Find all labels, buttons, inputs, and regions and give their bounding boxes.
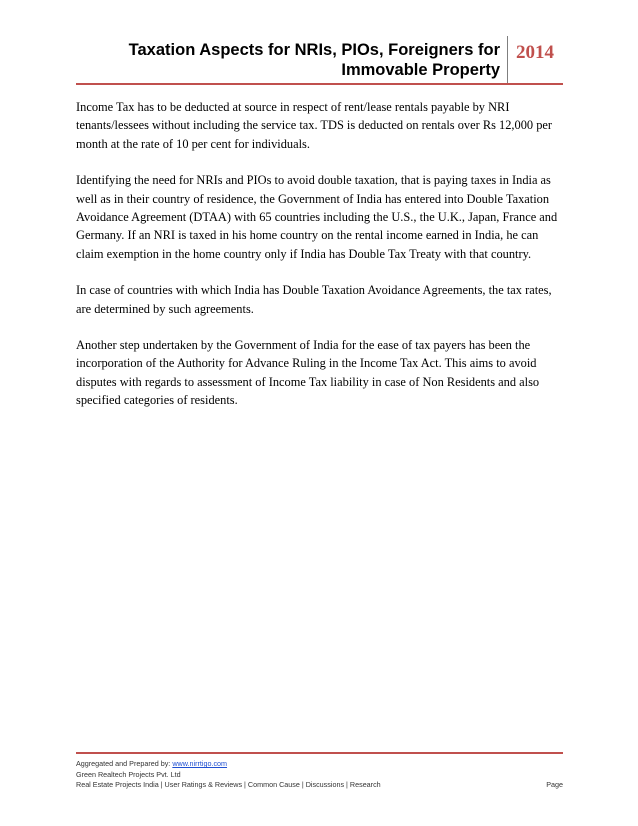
document-body	[76, 98, 566, 428]
page-footer	[76, 752, 563, 791]
header-year: 2014	[516, 42, 554, 63]
paragraph-tds: Income Tax has to be deducted at source in respect of rent/lease rentals payable by NRI tenants/lessees without including the service tax. TDS is deducted on rentals over Rs 12,000 per month at the rate of 10 per cent for individuals.	[76, 100, 553, 151]
footer-page-label: Page	[546, 780, 563, 789]
footer-prepared-by	[76, 759, 563, 770]
footer-website-link[interactable]: www.nirrtigo.com	[172, 759, 228, 768]
paragraph-advance-ruling: Another step undertaken by the Government of India for the ease of tax payers has been the incorporation of the Authority for Advance Ruling in the Income Tax Act. This aims to avoid disputes with regards to assessment of Income Tax liability in case of Non Residents and also specified categories of residents.	[76, 338, 540, 408]
footer-tagline: Real Estate Projects India | User Ratings & Reviews | Common Cause | Discussions | Research	[76, 780, 381, 789]
header-divider	[507, 36, 508, 83]
header-title	[76, 40, 500, 80]
paragraph-dtaa: Identifying the need for NRIs and PIOs to avoid double taxation, that is paying taxes in India as well as in their country of residence, the Government of India has entered into Double Taxation Avoidance Agreement (DTAA) with 65 countries including the U.S., the U.K., Japan, France and Germany. If an NRI is taxed in his home country on the rental income earned in India, he can claim exemption in the home country only if India has Double Tax Treaty with that country.	[76, 173, 558, 261]
header-title-line1: Taxation Aspects for NRIs, PIOs, Foreigners for	[128, 41, 500, 59]
footer-company: Green Realtech Projects Pvt. Ltd	[76, 769, 181, 779]
footer-prepared-label: Aggregated and Prepared by:	[76, 759, 173, 768]
paragraph-tax-rates: In case of countries with which India has Double Taxation Avoidance Agreements, the tax rates, are determined by such agreements.	[76, 283, 552, 316]
footer-tagline-row	[76, 780, 563, 791]
page-header	[76, 36, 563, 85]
header-title-line2: Immovable Property	[341, 61, 500, 79]
